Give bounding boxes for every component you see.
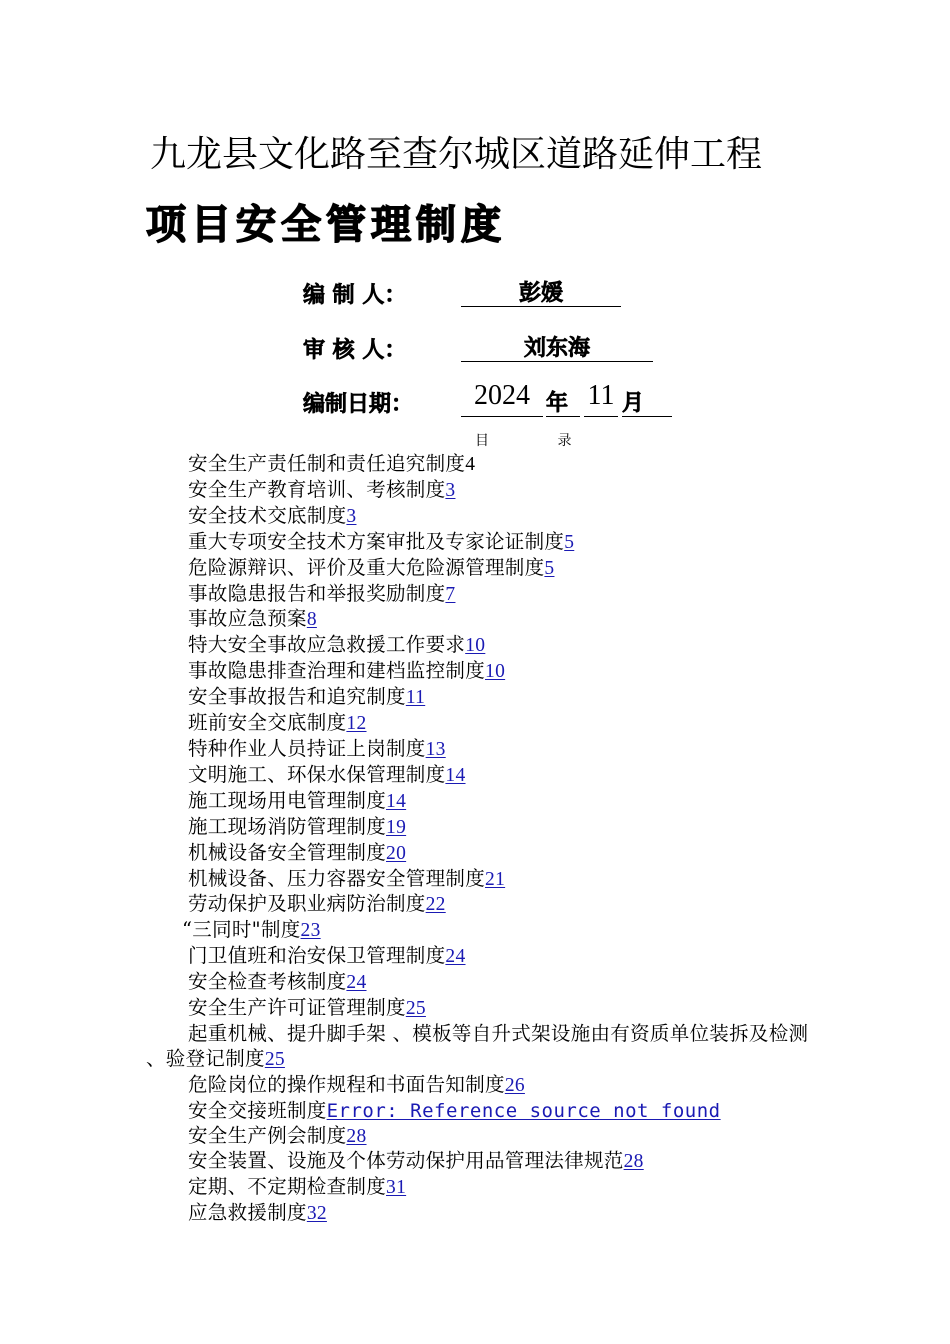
toc-item-title: 应急救援制度 — [188, 1201, 307, 1225]
toc-item-title: 班前安全交底制度 — [188, 711, 347, 735]
toc-item — [146, 1201, 816, 1227]
toc-page-link[interactable]: 19 — [386, 816, 407, 838]
toc-page-link[interactable]: 14 — [445, 764, 466, 786]
toc-item-title: 安全事故报告和追究制度 — [188, 685, 406, 709]
toc-page-link[interactable]: 8 — [306, 609, 317, 631]
toc-page-link[interactable]: 7 — [445, 583, 456, 605]
toc-item-title: 定期、不定期检查制度 — [188, 1175, 387, 1199]
toc-item — [146, 711, 816, 737]
toc-page-link[interactable]: 24 — [445, 946, 466, 968]
toc-item — [146, 582, 816, 608]
toc-item — [146, 504, 816, 530]
toc-item — [146, 1073, 816, 1099]
toc-item-title: 起重机械、提升脚手架 、模板等自升式架设施由有资质单位装拆及检测 、验登记制度 — [146, 1021, 809, 1070]
toc-item — [146, 1099, 816, 1124]
toc-item — [146, 556, 816, 582]
toc-page-link[interactable]: 26 — [504, 1074, 525, 1096]
toc-item-title: 机械设备、压力容器安全管理制度 — [188, 866, 486, 890]
toc-item-title: 安全生产例会制度 — [188, 1123, 347, 1147]
toc-page-link[interactable]: 5 — [544, 557, 555, 579]
toc-item-title: 机械设备安全管理制度 — [188, 840, 387, 864]
toc-item — [146, 892, 816, 918]
toc-item — [146, 1149, 816, 1175]
toc-item — [146, 633, 816, 659]
toc-item — [146, 970, 816, 996]
toc-page-link[interactable]: 14 — [386, 790, 407, 812]
toc-page-link[interactable]: 13 — [425, 738, 446, 760]
toc-item — [146, 685, 816, 711]
document-subtitle: 项目安全管理制度 — [146, 202, 506, 248]
toc-heading: 目 录 — [475, 433, 604, 449]
toc-item-title: 安全生产责任制和责任追究制度 — [188, 452, 466, 475]
toc-page-link[interactable]: 20 — [386, 842, 407, 864]
toc-item-title: 施工现场用电管理制度 — [188, 788, 387, 812]
toc-page-link[interactable]: 10 — [465, 635, 486, 657]
toc-item — [146, 659, 816, 685]
document-title: 九龙县文化路至查尔城区道路延伸工程 — [150, 134, 763, 175]
toc-page-link[interactable]: 23 — [300, 920, 321, 942]
toc-item — [146, 815, 816, 841]
toc-item-page: 4 — [465, 454, 476, 475]
toc-page-link[interactable]: 22 — [425, 894, 446, 916]
compiler-label: 编 制 人： — [303, 283, 407, 308]
toc-page-link[interactable]: 31 — [386, 1177, 407, 1199]
toc-item-title: 重大专项安全技术方案审批及专家论证制度 — [188, 529, 565, 553]
date-year: 2024 — [461, 380, 543, 417]
toc-item-title: 事故隐患报告和举报奖励制度 — [188, 581, 446, 605]
toc-item-title: 劳动保护及职业病防治制度 — [188, 892, 426, 916]
toc-item — [146, 867, 816, 893]
toc-item-title: 危险岗位的操作规程和书面告知制度 — [188, 1072, 505, 1096]
date-label: 编制日期： — [303, 392, 414, 417]
toc-item-title: 事故应急预案 — [188, 607, 307, 631]
toc-page-link[interactable]: 11 — [405, 687, 426, 709]
toc-item — [146, 1175, 816, 1201]
toc-item-title: 安全检查考核制度 — [188, 970, 347, 994]
reviewer-label: 审 核 人： — [303, 338, 407, 363]
toc-item — [146, 607, 816, 633]
toc-item-title: 施工现场消防管理制度 — [188, 814, 387, 838]
toc-item — [146, 1124, 816, 1150]
toc-item-title: 安全生产许可证管理制度 — [188, 996, 406, 1020]
toc-item — [146, 1022, 816, 1073]
toc-page-link[interactable]: 28 — [623, 1151, 644, 1173]
toc-page-link[interactable]: 25 — [405, 998, 426, 1020]
toc-item-title: 安全装置、设施及个体劳动保护用品管理法律规范 — [188, 1149, 624, 1173]
toc-item-title: 安全技术交底制度 — [188, 503, 347, 527]
reviewer-value: 刘东海 — [461, 331, 653, 362]
date-month-unit: 月 — [622, 386, 672, 417]
toc-item — [146, 530, 816, 556]
toc-item — [146, 452, 816, 478]
table-of-contents — [146, 452, 816, 1227]
toc-item — [146, 996, 816, 1022]
compiler-value: 彭媛 — [461, 276, 621, 307]
toc-page-link[interactable]: 24 — [346, 972, 367, 994]
toc-item — [146, 841, 816, 867]
toc-item-title: 安全生产教育培训、考核制度 — [188, 477, 446, 501]
toc-page-link[interactable]: 3 — [346, 505, 357, 527]
toc-item-title: 安全交接班制度 — [188, 1098, 327, 1122]
toc-page-link[interactable]: 5 — [564, 531, 575, 553]
toc-item-title: “三同时"制度 — [182, 918, 301, 942]
toc-page-link[interactable]: 25 — [264, 1048, 285, 1070]
toc-item — [146, 478, 816, 504]
toc-page-link-error[interactable]: Error: Reference source not found — [326, 1099, 721, 1122]
toc-item-title: 门卫值班和治安保卫管理制度 — [188, 944, 446, 968]
date-year-unit: 年 — [546, 386, 580, 417]
toc-item — [146, 789, 816, 815]
toc-page-link[interactable]: 21 — [485, 868, 506, 890]
toc-page-link[interactable]: 28 — [346, 1125, 367, 1147]
toc-item-title: 特大安全事故应急救援工作要求 — [188, 633, 466, 657]
toc-page-link[interactable]: 12 — [346, 713, 367, 735]
toc-item-title: 危险源辩识、评价及重大危险源管理制度 — [188, 555, 545, 579]
toc-item — [146, 944, 816, 970]
date-month: 11 — [584, 380, 618, 417]
toc-page-link[interactable]: 3 — [445, 479, 456, 501]
toc-item — [146, 763, 816, 789]
toc-item-title: 特种作业人员持证上岗制度 — [188, 736, 426, 760]
toc-page-link[interactable]: 10 — [485, 661, 506, 683]
toc-item-title: 文明施工、环保水保管理制度 — [188, 762, 446, 786]
toc-page-link[interactable]: 32 — [306, 1203, 327, 1225]
toc-item-title: 事故隐患排查治理和建档监控制度 — [188, 659, 486, 683]
toc-item — [146, 737, 816, 763]
toc-item — [146, 918, 816, 944]
